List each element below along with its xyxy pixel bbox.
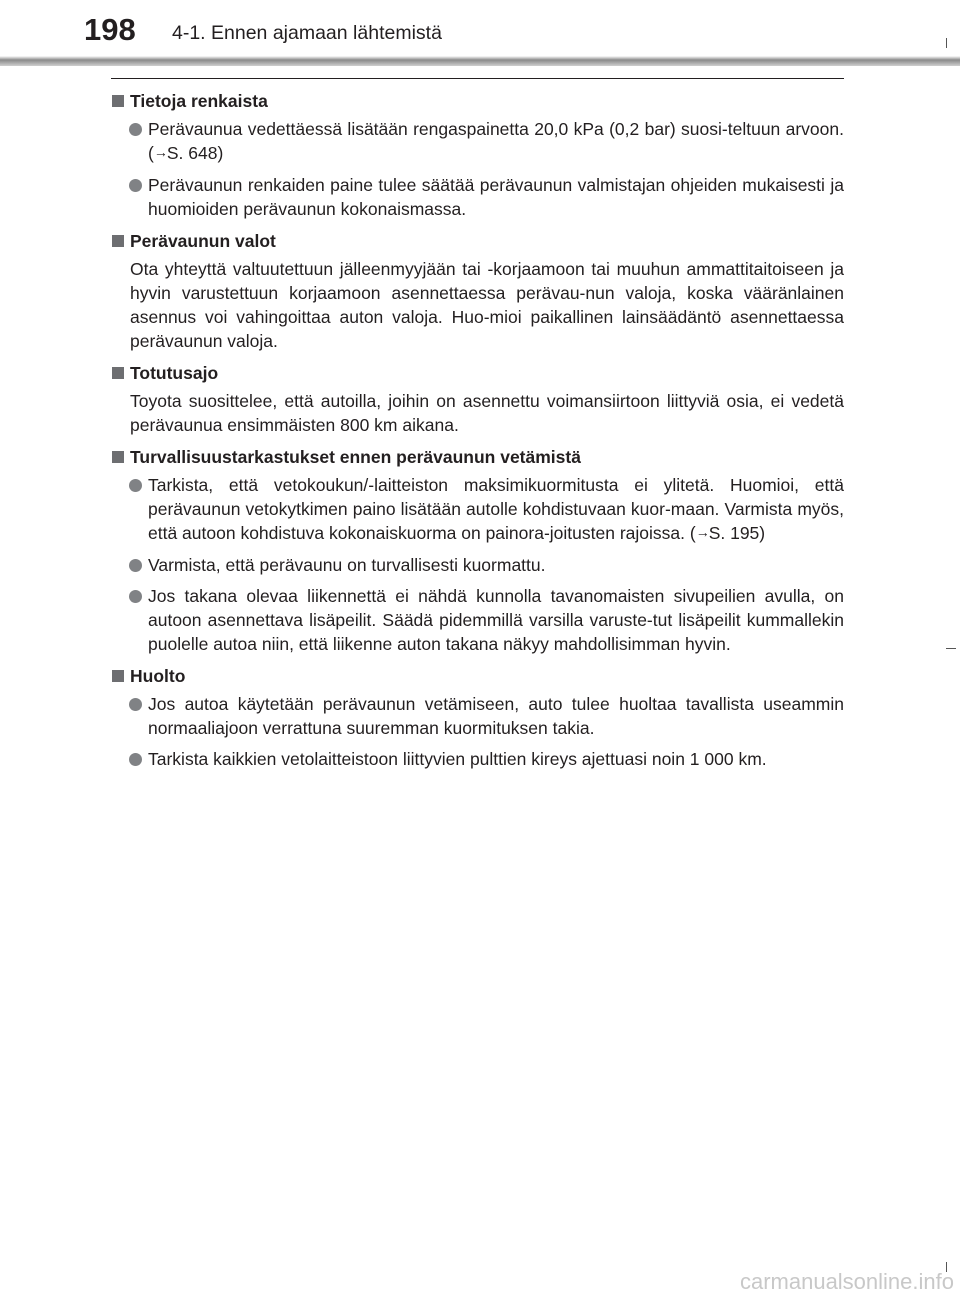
crop-mark-top: [946, 38, 947, 48]
section-heading-text: Tietoja renkaista: [130, 91, 268, 111]
section-heading-text: Turvallisuustarkastukset ennen perävaunun vetämistä: [130, 447, 581, 467]
section-heading: [111, 663, 844, 689]
list-item: [111, 173, 844, 221]
watermark-link[interactable]: carmanualsonline.info: [739, 1269, 954, 1294]
list-item: [111, 747, 844, 771]
square-bullet-icon: [112, 367, 124, 379]
section-heading: [111, 360, 844, 386]
section-maintenance: [111, 663, 844, 771]
section-trailer-lights: [111, 228, 844, 353]
bullet-text: Tarkista, että vetokoukun/-laitteiston maksimikuormitusta ei ylitetä. Huomioi, että perävaunun vetokytkimen paino lisätään autolle kohdistuvaan kuor-maan. Varmista myös, että autoon kohdistuva kokonaiskuorma on painora-joitusten rajoissa. (: [148, 475, 844, 543]
page-reference-link[interactable]: S. 648: [166, 143, 218, 163]
circle-bullet-icon: [129, 559, 142, 572]
section-paragraph: Ota yhteyttä valtuutettuun jälleenmyyjään tai -korjaamoon tai muuhun ammattitaitoiseen ja hyvin varustettuun korjaamoon asennettaessa perävau-nun valoja, koska vääränlainen asennus voi vahingoittaa auton valoja. Huo-mioi paikallinen lainsäädäntö asennettaessa perävaunun valoja.: [130, 259, 844, 351]
square-bullet-icon: [112, 451, 124, 463]
circle-bullet-icon: [129, 590, 142, 603]
section-heading-text: Totutusajo: [130, 363, 219, 383]
bullet-text: Jos takana olevaa liikennettä ei nähdä kunnolla tavanomaisten sivupeilien avulla, on autoon asennettava lisäpeilit. Säädä pidemmillä varsilla varuste-tut lisäpeilit kummallekin puolelle autoa niin, että liikenne auton takana näkyy mahdollisimman hyvin.: [148, 586, 844, 654]
bullet-text: Perävaunua vedettäessä lisätään rengaspainetta 20,0 kPa (0,2 bar) suosi-teltuun arvoon. (: [148, 119, 844, 163]
list-item: [111, 692, 844, 740]
page-number: 198: [84, 12, 136, 47]
bullet-text-end: ): [217, 143, 224, 163]
bullet-text: Varmista, että perävaunu on turvallisesti kuormattu.: [148, 555, 546, 575]
bullet-text: Tarkista kaikkien vetolaitteistoon liittyvien pulttien kireys ajettuasi noin 1 000 km.: [148, 749, 767, 769]
circle-bullet-icon: [129, 179, 142, 192]
section-paragraph: Toyota suosittelee, että autoilla, joihin on asennettu voimansiirtoon liittyviä osia, ei vedetä perävaunua ensimmäisten 800 km aikana.: [130, 391, 844, 435]
arrow-icon: →: [153, 144, 167, 160]
header-rule: [111, 78, 844, 79]
section-tire-info: [111, 88, 844, 221]
section-safety-checks: [111, 444, 844, 656]
section-heading: [111, 444, 844, 470]
section-title: 4-1. Ennen ajamaan lähtemistä: [172, 22, 442, 44]
page-header: [0, 0, 960, 66]
list-item: [111, 473, 844, 546]
circle-bullet-icon: [129, 479, 142, 492]
square-bullet-icon: [112, 95, 124, 107]
list-item: [111, 584, 844, 656]
page-reference-link[interactable]: S. 195: [708, 523, 760, 543]
list-item: [111, 553, 844, 577]
bullet-text: Perävaunun renkaiden paine tulee säätää perävaunun valmistajan ohjeiden mukaisesti ja huomioiden perävaunun kokonaismassa.: [148, 175, 844, 219]
crop-mark-middle: [946, 648, 956, 649]
section-heading-text: Huolto: [130, 666, 186, 686]
page-content: [111, 88, 844, 778]
list-item: [111, 117, 844, 166]
circle-bullet-icon: [129, 753, 142, 766]
section-break-in: [111, 360, 844, 437]
section-heading: [111, 228, 844, 254]
circle-bullet-icon: [129, 698, 142, 711]
bullet-text-end: ): [759, 523, 766, 543]
section-heading: [111, 88, 844, 114]
square-bullet-icon: [112, 235, 124, 247]
arrow-icon: →: [695, 524, 709, 540]
section-heading-text: Perävaunun valot: [130, 231, 276, 251]
square-bullet-icon: [112, 670, 124, 682]
bullet-text: Jos autoa käytetään perävaunun vetämiseen, auto tulee huoltaa tavallista useammin normaaliajoon verrattuna suuremman kuormituksen takia.: [148, 694, 844, 738]
circle-bullet-icon: [129, 123, 142, 136]
